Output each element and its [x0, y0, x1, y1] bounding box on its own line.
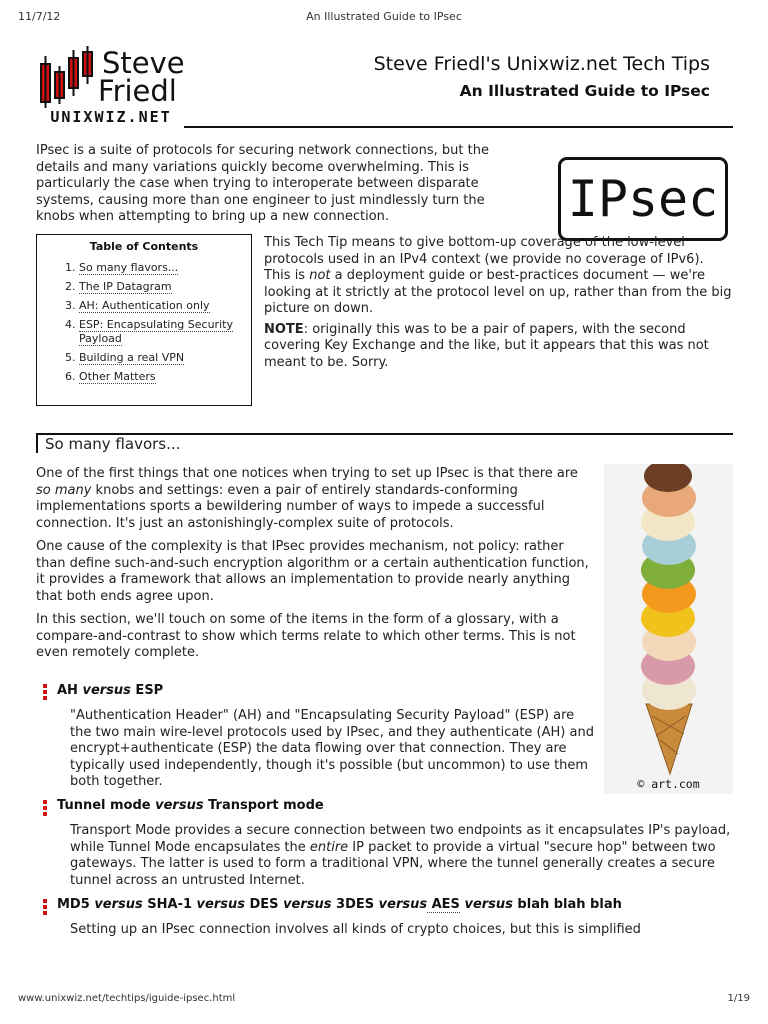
image-credit: © art.com [604, 776, 733, 794]
term-versus: versus [155, 798, 204, 813]
logo-line1: Steve [102, 46, 185, 80]
term-text: DES [244, 897, 284, 912]
logo-bars-icon [38, 46, 98, 108]
section-title: So many flavors... [45, 435, 181, 453]
toc-item [79, 318, 251, 346]
term-text: SHA-1 [142, 897, 197, 912]
toc-list [37, 261, 251, 389]
bullet-marker-icon [43, 800, 47, 818]
section-rule-left [36, 433, 38, 453]
section-paragraph-2: One cause of the complexity is that IPsec provides mechanism, not policy: rather than define such-and-such encryption algorithm or a certain authentication function, it provides a framework that allows an implementation to provide nearly anything that both ends agree upon. [36, 539, 589, 604]
toc-item [79, 351, 251, 365]
toc-link-esp[interactable]: ESP: Encapsulating Security Payload [79, 318, 233, 345]
intro-p2-emphasis: not [309, 268, 331, 283]
toc-item [79, 370, 251, 384]
toc-link-datagram[interactable]: The IP Datagram [79, 280, 172, 293]
term-versus: versus [94, 897, 143, 912]
toc-link-ah[interactable]: AH: Authentication only [79, 299, 210, 312]
term-versus: versus [82, 683, 131, 698]
site-title: Steve Friedl's Unixwiz.net Tech Tips [373, 53, 710, 75]
toc-title: Table of Contents [89, 240, 199, 253]
intro-text-right [264, 235, 734, 371]
page-number: 1/19 [727, 993, 750, 1004]
glossary-body-crypto: Setting up an IPsec connection involves all kinds of crypto choices, but this is simplified [70, 922, 641, 937]
term-text: MD5 [57, 897, 95, 912]
section-body [36, 466, 594, 662]
print-title: An Illustrated Guide to IPsec [306, 10, 462, 23]
logo-line2: Friedl [98, 74, 177, 108]
s1-p1-text: One of the first things that one notices when trying to set up IPsec is that there are [36, 466, 578, 481]
ipsec-graphic: IPsec [558, 157, 728, 241]
term-text: blah blah blah [512, 897, 622, 912]
ice-cream-cone-icon [604, 464, 733, 776]
toc-link-other[interactable]: Other Matters [79, 370, 156, 383]
note-paragraph [264, 322, 734, 372]
toc-item [79, 280, 251, 294]
toc-link-flavors[interactable]: So many flavors... [79, 261, 179, 274]
s1-p1-text-end: knobs and settings: even a pair of entirely standards-conforming implementations sports a bewildering number of ways to impede a successful connection. It's just an astonishingly-complex suite of protocols. [36, 482, 545, 531]
note-text: : originally this was to be a pair of papers, with the second covering Key Exchange and the like, but it appears that this was not meant to be. Sorry. [264, 321, 709, 370]
section-paragraph-3: In this section, we'll touch on some of the items in the form of a glossary, with a compare-and-contrast to show which terms relate to which other terms. This is not even remotely complete. [36, 612, 576, 660]
term-text: ESP [130, 683, 164, 698]
glossary-term-crypto [57, 897, 622, 912]
term-text: Tunnel mode [57, 798, 156, 813]
glossary-body-tunnel-transport [70, 823, 732, 889]
toc-item [79, 261, 251, 275]
aes-link[interactable]: AES [427, 897, 460, 912]
glossary-body-ah-esp: "Authentication Header" (AH) and "Encapsulating Security Payload" (ESP) are the two main wire-level protocols used by IPsec, and they authenticate (AH) and encrypt+authenticate (ESP) the data flowing over that connection. They are typically used independently, though it's possible (but uncommon) to use them both together. [70, 708, 594, 789]
note-label: NOTE [264, 321, 304, 337]
term-text: 3DES [331, 897, 379, 912]
term-versus: versus [459, 897, 513, 912]
intro-p2-text-end: a deployment guide or best-practices document — we're looking at it strictly at the protocol level on up, rather than from the big picture on down. [264, 268, 732, 316]
toc-link-vpn[interactable]: Building a real VPN [79, 351, 185, 364]
intro-paragraph-2 [264, 235, 734, 318]
table-of-contents [36, 234, 252, 406]
site-logo[interactable] [38, 46, 184, 126]
glossary-term-tunnel-transport [57, 798, 324, 813]
section-heading [36, 433, 733, 453]
intro-p2-text: This Tech Tip means to give bottom-up coverage of the low-level protocols used in an IPv4 context (we provide no coverage of IPv6). This is [264, 235, 704, 283]
term-text: Transport mode [203, 798, 324, 813]
bullet-marker-icon [43, 684, 47, 702]
footer-url[interactable]: www.unixwiz.net/techtips/iguide-ipsec.html [18, 993, 236, 1004]
term-versus: versus [196, 897, 245, 912]
tunnel-body-emphasis: entire [309, 839, 349, 855]
term-versus: versus [283, 897, 332, 912]
tunnel-body-text-end: IP packet to provide a virtual "secure hop" between two gateways. The latter is used to form a traditional VPN, where the tunnel generally creates a secure tunnel across an untrusted Internet. [70, 839, 716, 888]
tunnel-body-text: Transport Mode provides a secure connection between two endpoints as it encapsulates IP's payload, while Tunnel Mode encapsulates the [70, 823, 731, 855]
page-title: An Illustrated Guide to IPsec [459, 82, 710, 100]
print-date: 11/7/12 [18, 10, 61, 23]
section-paragraph-1 [36, 466, 594, 532]
term-text: AH [57, 683, 83, 698]
bullet-marker-icon [43, 899, 47, 917]
ice-cream-cone-image [604, 464, 733, 776]
intro-paragraph: IPsec is a suite of protocols for securing network connections, but the details and many variations quickly become overwhelming. This is particularly the case when trying to interoperate between disparate systems, causing more than one engineer to just mindlessly turn the knobs when attempting to bring up a new connection. [36, 143, 489, 224]
toc-item [79, 299, 251, 313]
header-rule [184, 126, 733, 128]
logo-domain: UNIXWIZ.NET [50, 108, 172, 126]
glossary-term-ah-esp [57, 683, 163, 698]
s1-p1-emphasis: so many [36, 482, 92, 498]
term-versus: versus [378, 897, 428, 912]
